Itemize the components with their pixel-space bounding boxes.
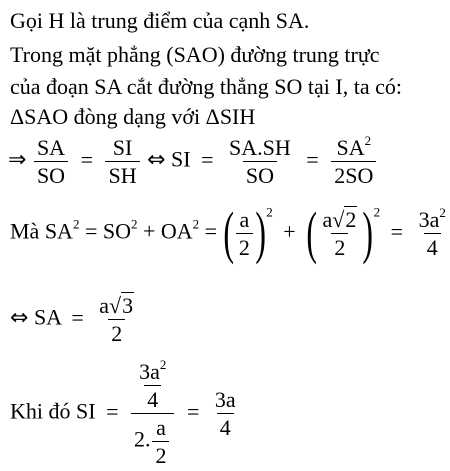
compound-fraction	[131, 357, 175, 469]
sa-label: SA	[33, 304, 61, 330]
eq4-prefix: Khi đó SI	[10, 398, 96, 424]
text-line-2: Trong mặt phẳng (SAO) đường trung trực	[10, 42, 380, 67]
right-paren: )	[255, 200, 266, 266]
fraction-numerator: a√2	[322, 207, 357, 232]
fraction-numerator: a	[156, 415, 166, 441]
iff-symbol: ⇔	[147, 147, 166, 173]
equals-sign: =	[186, 398, 200, 424]
fraction-denominator: SO	[34, 161, 68, 187]
fraction-numerator: SI	[112, 135, 133, 160]
fraction-numerator: 3a	[214, 387, 236, 413]
fraction-a-sqrt2-over-2	[320, 208, 361, 259]
fraction-denominator: SO	[243, 161, 277, 187]
equation-sa-squared: Mà $SA^2 = SO^2 + OA^2$ = ( $\frac{a}{2}$ )$^2$ + ( $\frac{a√2}{2}$ )$^2$ = $\frac{3a^2}{4}$	[10, 208, 450, 259]
equals-sign: =	[201, 146, 214, 172]
fraction-denominator: 2	[236, 233, 253, 259]
fraction-3a-4	[212, 388, 239, 439]
text-line-1: Gọi H là trung điểm của cạnh SA.	[10, 8, 310, 33]
fraction-denominator: 2	[152, 441, 169, 467]
fraction-numerator: $SA^2$	[336, 133, 372, 160]
fraction-numerator: SA.SH	[229, 135, 291, 160]
plus-sign: +	[283, 218, 296, 244]
left-paren: (	[222, 200, 234, 266]
equation-similarity-ratio	[8, 133, 378, 189]
fraction-numerator: SA	[36, 135, 66, 160]
eq2-prefix: Mà SA	[10, 218, 73, 244]
fraction-si-sh	[105, 136, 139, 187]
equals-sign: =	[71, 304, 84, 330]
text-line-4: ΔSAO đòng dạng với ΔSIH	[10, 104, 256, 129]
fraction-sash-so	[226, 136, 294, 187]
fraction-numerator: $3a^2$	[418, 205, 446, 232]
right-paren: )	[362, 200, 374, 266]
text-line-3: của đoạn SA cắt đường thẳng SO tại I, ta có:	[10, 74, 402, 99]
equation-sa-value	[10, 294, 139, 345]
si-label: SI	[171, 146, 191, 172]
fraction-3a2-4	[416, 205, 449, 261]
fraction-sa-so	[34, 136, 68, 187]
fraction-denominator: 2	[108, 319, 125, 345]
fraction-denominator: SH	[105, 161, 139, 187]
equals-sign: =	[80, 146, 93, 172]
equals-sign: =	[306, 146, 319, 172]
fraction-numerator	[131, 357, 174, 413]
fraction-denominator: 2	[331, 233, 348, 259]
fraction-denominator: 2SO	[331, 161, 376, 187]
fraction-denominator: 4	[217, 413, 234, 439]
fraction-a-sqrt3-over-2	[96, 294, 137, 345]
left-paren: (	[306, 200, 318, 266]
fraction-3a2-4	[136, 357, 169, 413]
fraction-numerator: a	[239, 207, 250, 232]
fraction-denominator: 4	[144, 385, 161, 411]
equation-si-value	[10, 357, 241, 469]
fraction-denominator: 2. $\frac{a}{2}$	[131, 413, 175, 467]
iff-symbol: ⇔	[10, 305, 29, 331]
fraction-sa2-2so	[331, 133, 376, 189]
implies-symbol: ⇒	[8, 147, 27, 173]
equals-sign: =	[106, 398, 119, 424]
fraction-denominator: 4	[424, 233, 441, 259]
equals-sign: =	[390, 218, 404, 244]
fraction-a-2	[236, 208, 253, 259]
fraction-numerator: $3a^2$	[139, 357, 167, 384]
fraction-numerator: a√3	[99, 293, 134, 318]
fraction-a-2	[152, 416, 169, 467]
